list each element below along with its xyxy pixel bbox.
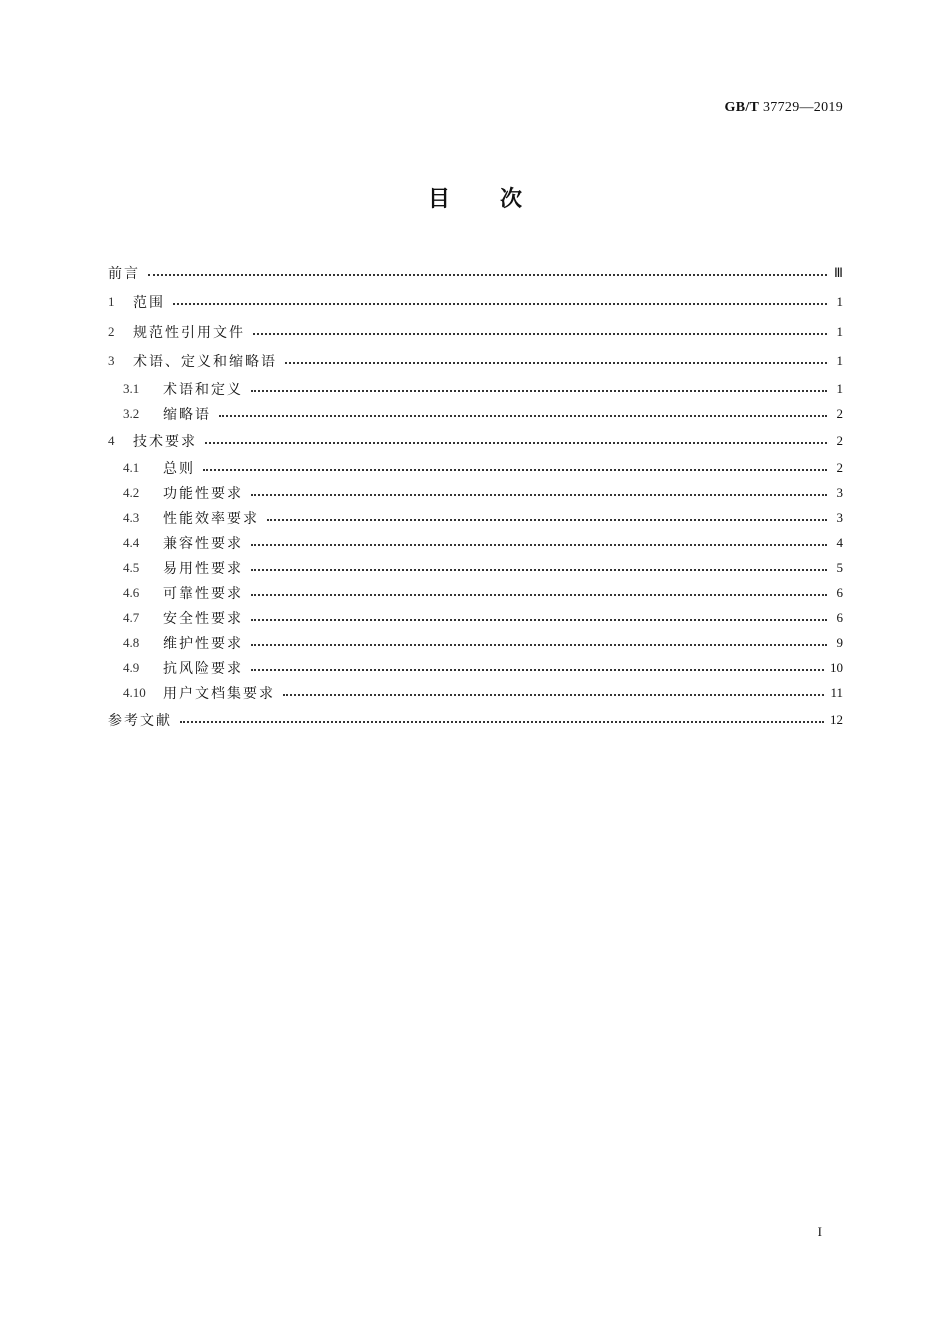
- toc-entry-number: 4.10: [123, 685, 146, 700]
- toc-entry-label: 性能效率要求: [163, 511, 259, 527]
- toc-entry-label: 安全性要求: [163, 611, 243, 627]
- toc-entry-label: 术语、定义和缩略语: [133, 354, 277, 371]
- toc-entry-page: 6: [836, 585, 843, 600]
- toc-entry-label: 规范性引用文件: [133, 324, 245, 341]
- toc-entry-number: 4: [108, 432, 115, 448]
- toc-entry-page: 11: [830, 685, 843, 700]
- dot-leader: [267, 519, 827, 521]
- toc-entry-number: 4.2: [123, 485, 140, 500]
- toc-entry-page: 5: [836, 560, 843, 575]
- toc-entry-label: 前言: [108, 265, 140, 282]
- dot-leader: [203, 469, 827, 471]
- toc-entry[interactable]: [108, 506, 843, 531]
- toc-entry-page: 1: [836, 323, 843, 339]
- toc-entry-label: 缩略语: [163, 406, 211, 423]
- dot-leader: [205, 442, 827, 444]
- dot-leader: [251, 494, 827, 496]
- toc-entry-number: 4.5: [123, 560, 140, 575]
- standard-code: [725, 100, 843, 116]
- dot-leader: [219, 415, 827, 417]
- toc-entry-number: 3.1: [123, 380, 140, 396]
- dot-leader: [251, 390, 827, 392]
- toc-entry-number: 2: [108, 323, 115, 339]
- toc-entry-label: 用户文档集要求: [163, 686, 275, 702]
- toc-entry[interactable]: [108, 656, 843, 681]
- toc-entry[interactable]: [108, 376, 843, 401]
- toc-entry-page: 2: [836, 432, 843, 448]
- toc-entry[interactable]: [108, 706, 843, 736]
- toc-entry-page: 10: [830, 660, 843, 675]
- dot-leader: [148, 274, 827, 276]
- dot-leader: [180, 721, 824, 723]
- page-title-right: 次: [500, 187, 523, 212]
- standard-code-number: 37729—2019: [763, 100, 843, 115]
- toc-entry[interactable]: [108, 401, 843, 426]
- toc-entry[interactable]: [108, 556, 843, 581]
- dot-leader: [251, 594, 827, 596]
- toc-entry-page: 1: [836, 380, 843, 396]
- toc-entry[interactable]: [108, 581, 843, 606]
- toc-entry-label: 术语和定义: [163, 381, 243, 398]
- toc-entry[interactable]: [108, 681, 843, 706]
- toc-entry-number: 4.4: [123, 535, 140, 550]
- toc-entry-label: 技术要求: [133, 433, 197, 450]
- toc-entry-label: 总则: [163, 461, 195, 477]
- dot-leader: [251, 644, 827, 646]
- toc-entry[interactable]: [108, 631, 843, 656]
- dot-leader: [251, 569, 827, 571]
- toc-entry[interactable]: [108, 258, 843, 288]
- standard-code-prefix: GB/T: [724, 100, 760, 115]
- toc-entry-number: 3: [108, 353, 115, 369]
- toc-entry-label: 兼容性要求: [163, 536, 243, 552]
- toc-entry-page: 12: [830, 712, 843, 728]
- toc-entry-page: 3: [836, 510, 843, 525]
- page-title: [0, 182, 950, 213]
- toc-entry-number: 4.7: [123, 610, 140, 625]
- toc-entry-label: 维护性要求: [163, 636, 243, 652]
- toc-entry-page: 1: [836, 353, 843, 369]
- toc-entry[interactable]: [108, 317, 843, 347]
- toc-entry-label: 易用性要求: [163, 561, 243, 577]
- toc-entry-page: 1: [836, 294, 843, 310]
- toc-entry-label: 抗风险要求: [163, 661, 243, 677]
- toc-entry[interactable]: [108, 531, 843, 556]
- toc-entry-number: 1: [108, 294, 115, 310]
- toc-entry-number: 4.3: [123, 510, 140, 525]
- toc-entry[interactable]: [108, 347, 843, 377]
- toc-entry-page: 9: [836, 635, 843, 650]
- table-of-contents: [108, 258, 843, 735]
- dot-leader: [253, 333, 827, 335]
- toc-entry-page: 4: [836, 535, 843, 550]
- toc-entry-number: 3.2: [123, 405, 140, 421]
- toc-entry-page: 2: [836, 405, 843, 421]
- dot-leader: [285, 362, 827, 364]
- toc-entry-number: 4.1: [123, 460, 140, 475]
- toc-entry-label: 可靠性要求: [163, 586, 243, 602]
- page-title-left: 目: [427, 187, 450, 212]
- toc-entry[interactable]: [108, 288, 843, 318]
- toc-entry-number: 4.6: [123, 585, 140, 600]
- dot-leader: [251, 619, 827, 621]
- toc-entry-page: 6: [836, 610, 843, 625]
- toc-entry-number: 4.8: [123, 635, 140, 650]
- toc-entry[interactable]: [108, 456, 843, 481]
- dot-leader: [173, 303, 827, 305]
- footer-page-number: I: [817, 1224, 822, 1239]
- toc-entry-page: 3: [836, 485, 843, 500]
- toc-entry-page: Ⅲ: [834, 264, 843, 280]
- dot-leader: [251, 544, 827, 546]
- toc-entry[interactable]: [108, 481, 843, 506]
- toc-entry-number: 4.9: [123, 660, 140, 675]
- toc-entry-page: 2: [836, 460, 843, 475]
- toc-entry-label: 功能性要求: [163, 486, 243, 502]
- dot-leader: [283, 694, 824, 696]
- toc-entry-label: 范围: [133, 295, 165, 312]
- toc-entry[interactable]: [108, 606, 843, 631]
- toc-entry[interactable]: [108, 426, 843, 456]
- toc-entry-label: 参考文献: [108, 713, 172, 730]
- dot-leader: [251, 669, 824, 671]
